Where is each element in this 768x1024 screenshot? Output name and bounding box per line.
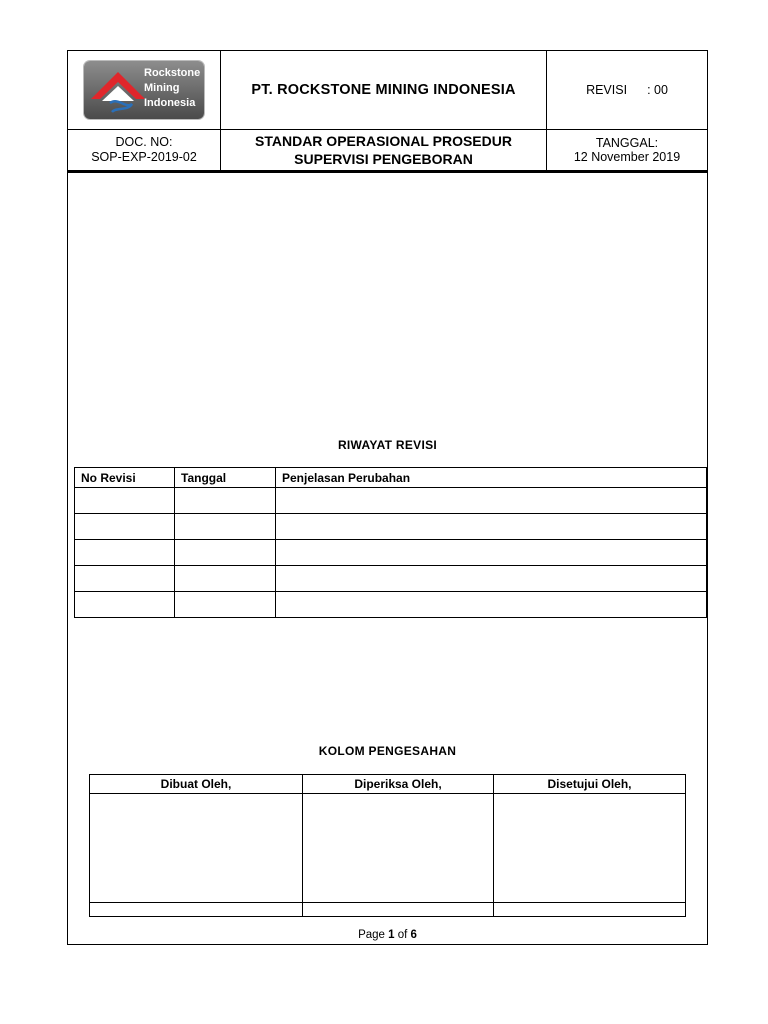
approval-title: KOLOM PENGESAHAN <box>318 744 457 758</box>
doc-number: SOP-EXP-2019-02 <box>91 150 197 164</box>
logo-cell <box>68 51 221 130</box>
signature-row <box>90 794 686 903</box>
revision-history-title: RIWAYAT REVISI <box>337 438 438 452</box>
date-label: TANGGAL: <box>595 136 659 150</box>
sop-title-cell <box>221 130 547 171</box>
table-cell <box>276 514 707 540</box>
table-cell <box>175 488 276 514</box>
company-logo <box>84 61 204 119</box>
table-cell <box>175 566 276 592</box>
column-header: Diperiksa Oleh, <box>303 775 494 794</box>
revision-label: REVISI <box>586 83 628 97</box>
name-row <box>90 903 686 917</box>
logo-text <box>144 66 200 111</box>
logo-line-1: Rockstone <box>144 67 201 79</box>
revision-history-table <box>74 467 707 618</box>
doc-number-cell <box>68 130 221 171</box>
mountain-logo-icon <box>88 67 148 115</box>
table-header-row <box>90 775 686 794</box>
page-total: 6 <box>410 929 417 941</box>
page-of: of <box>397 929 408 941</box>
company-name: PT. ROCKSTONE MINING INDONESIA <box>221 51 547 130</box>
page-prefix: Page <box>358 929 385 941</box>
page-current: 1 <box>388 929 395 941</box>
column-header: Tanggal <box>175 468 276 488</box>
logo-line-3: Indonesia <box>144 97 196 109</box>
table-row <box>75 566 707 592</box>
table-header-row <box>75 468 707 488</box>
signature-box-made-by <box>90 794 303 903</box>
column-header: No Revisi <box>75 468 175 488</box>
table-row <box>75 514 707 540</box>
table-cell <box>175 514 276 540</box>
table-cell <box>175 540 276 566</box>
table-cell <box>175 592 276 618</box>
logo-line-2: Mining <box>144 82 180 94</box>
signature-box-checked-by <box>303 794 494 903</box>
date-value: 12 November 2019 <box>573 150 681 164</box>
name-cell <box>494 903 686 917</box>
page-footer <box>67 929 708 941</box>
revision-cell <box>547 51 708 130</box>
doc-label: DOC. NO: <box>115 135 173 149</box>
document-header <box>67 50 708 171</box>
name-cell <box>90 903 303 917</box>
column-header: Dibuat Oleh, <box>90 775 303 794</box>
signature-box-approved-by <box>494 794 686 903</box>
table-row <box>75 488 707 514</box>
column-header: Disetujui Oleh, <box>494 775 686 794</box>
table-row <box>75 592 707 618</box>
date-cell <box>547 130 708 171</box>
table-cell <box>75 592 175 618</box>
table-cell <box>276 566 707 592</box>
table-cell <box>75 514 175 540</box>
header-divider <box>67 171 708 173</box>
column-header: Penjelasan Perubahan <box>276 468 707 488</box>
name-cell <box>303 903 494 917</box>
table-row <box>75 540 707 566</box>
table-cell <box>276 488 707 514</box>
table-cell <box>75 540 175 566</box>
table-cell <box>276 540 707 566</box>
sop-title-line-2: SUPERVISI PENGEBORAN <box>294 151 473 167</box>
table-cell <box>75 566 175 592</box>
table-cell <box>75 488 175 514</box>
approval-table <box>89 774 686 917</box>
sop-title-line-1: STANDAR OPERASIONAL PROSEDUR <box>255 133 512 149</box>
revision-value: : 00 <box>647 83 668 97</box>
table-cell <box>276 592 707 618</box>
